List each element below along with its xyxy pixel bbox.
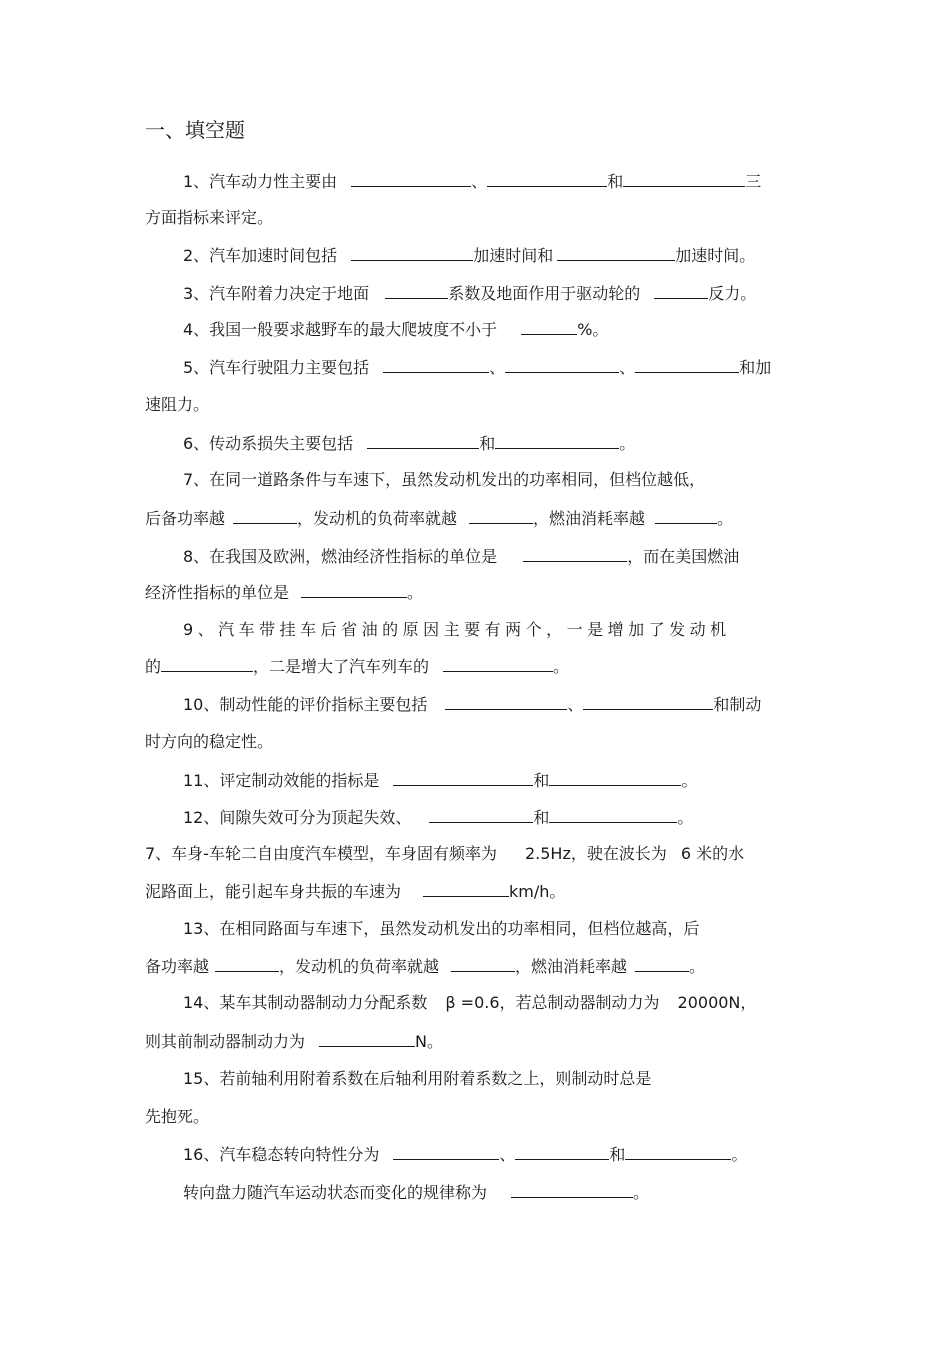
answer-blank[interactable] (557, 244, 675, 261)
question-8-line-1: 8、在我国及欧洲，燃油经济性指标的单位是 ，而在美国燃油 (183, 547, 740, 566)
question-9-line-2: 的 ，二是增大了汽车列车的 。 (145, 657, 570, 676)
answer-blank[interactable] (511, 1181, 633, 1198)
question-13-line-2: 备功率越 ，发动机的负荷率就越 ，燃油消耗率越 。 (145, 957, 706, 976)
answer-blank[interactable] (549, 769, 681, 786)
answer-blank[interactable] (583, 693, 713, 710)
answer-blank[interactable] (423, 880, 509, 897)
answer-blank[interactable] (351, 244, 473, 261)
answer-blank[interactable] (623, 170, 745, 187)
question-11: 11、评定制动效能的指标是 和 。 (183, 771, 698, 790)
answer-blank[interactable] (367, 432, 479, 449)
answer-blank[interactable] (523, 545, 627, 562)
question-17: 转向盘力随汽车运动状态而变化的规律称为 。 (183, 1183, 650, 1202)
answer-blank[interactable] (429, 806, 533, 823)
answer-blank[interactable] (215, 955, 279, 972)
question-9-line-1: 9、汽车带挂车后省油的原因主要有两个，一是增加了发动机 (183, 620, 731, 639)
answer-blank[interactable] (161, 655, 253, 672)
question-15-line-1: 15、若前轴利用附着系数在后轴利用附着系数之上，则制动时总是 (183, 1069, 652, 1088)
answer-blank[interactable] (319, 1030, 415, 1047)
answer-blank[interactable] (495, 432, 619, 449)
answer-blank[interactable] (635, 356, 739, 373)
question-7b-line-2: 泥路面上，能引起车身共振的车速为 km/h。 (145, 882, 566, 901)
answer-blank[interactable] (487, 170, 607, 187)
question-5-line-1: 5、汽车行驶阻力主要包括 、 、 和加 (183, 358, 772, 377)
answer-blank[interactable] (451, 955, 515, 972)
question-13-line-1: 13、在相同路面与车速下，虽然发动机发出的功率相同，但档位越高，后 (183, 919, 700, 938)
answer-blank[interactable] (445, 693, 567, 710)
question-4: 4、我国一般要求越野车的最大爬坡度不小于 %。 (183, 320, 609, 339)
question-5-line-2: 速阻力。 (145, 395, 210, 414)
question-12: 12、间隙失效可分为顶起失效、 和 。 (183, 808, 694, 827)
answer-blank[interactable] (521, 318, 577, 335)
answer-blank[interactable] (635, 955, 689, 972)
answer-blank[interactable] (625, 1143, 731, 1160)
question-16: 16、汽车稳态转向特性分为 、 和 。 (183, 1145, 748, 1164)
question-7-line-2: 后备功率越 ，发动机的负荷率就越 ，燃油消耗率越 。 (145, 509, 734, 528)
question-14-line-2: 则其前制动器制动力为 N。 (145, 1032, 443, 1051)
question-7b-line-1: 7、车身-车轮二自由度汽车模型，车身固有频率为 2.5Hz，驶在波长为 6 米的水 (145, 844, 745, 863)
question-10-line-1: 10、制动性能的评价指标主要包括 、 和制动 (183, 695, 762, 714)
answer-blank[interactable] (383, 356, 489, 373)
question-6: 6、传动系损失主要包括 和 。 (183, 434, 636, 453)
question-7-line-1: 7、在同一道路条件与车速下，虽然发动机发出的功率相同，但档位越低， (183, 470, 706, 489)
question-3: 3、汽车附着力决定于地面 系数及地面作用于驱动轮的 反力。 (183, 284, 757, 303)
question-8-line-2: 经济性指标的单位是 。 (145, 583, 424, 602)
answer-blank[interactable] (469, 507, 533, 524)
question-1-line-1: 1、汽车动力性主要由 、 和 三 (183, 172, 762, 191)
answer-blank[interactable] (549, 806, 677, 823)
question-2: 2、汽车加速时间包括 加速时间和 加速时间。 (183, 246, 756, 265)
answer-blank[interactable] (654, 282, 708, 299)
answer-blank[interactable] (505, 356, 619, 373)
answer-blank[interactable] (655, 507, 717, 524)
answer-blank[interactable] (443, 655, 553, 672)
question-15-line-2: 先抱死。 (145, 1107, 210, 1126)
answer-blank[interactable] (301, 581, 407, 598)
question-1-line-2: 方面指标来评定。 (145, 208, 274, 227)
question-10-line-2: 时方向的稳定性。 (145, 732, 274, 751)
answer-blank[interactable] (233, 507, 297, 524)
section-title: 一、填空题 (145, 118, 245, 142)
answer-blank[interactable] (385, 282, 448, 299)
answer-blank[interactable] (515, 1143, 609, 1160)
answer-blank[interactable] (393, 769, 533, 786)
question-14-line-1: 14、某车其制动器制动力分配系数 β =0.6，若总制动器制动力为 20000N， (183, 993, 757, 1012)
answer-blank[interactable] (393, 1143, 499, 1160)
answer-blank[interactable] (351, 170, 471, 187)
